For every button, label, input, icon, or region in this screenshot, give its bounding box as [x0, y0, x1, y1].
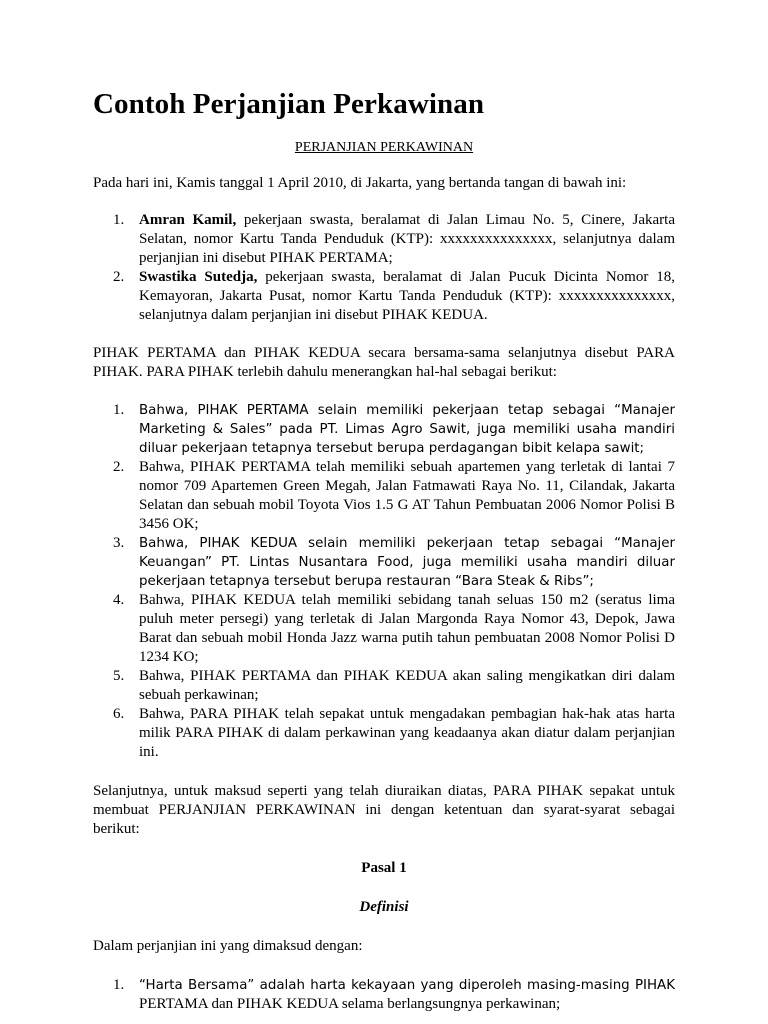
recital-text: Bahwa, PIHAK PERTAMA dan PIHAK KEDUA akan saling mengikatkan diri dalam sebuah perkawinan;	[139, 668, 675, 703]
list-number: 2.	[113, 459, 125, 475]
recital-text: Bahwa, PIHAK PERTAMA selain memiliki pekerjaan tetap sebagai “Manajer Marketing & Sales” pada PT. Limas Agro Sawit, juga memiliki usaha mandiri diluar pekerjaan tetapnya tersebut berupa perdagangan bibit kelapa sawit;	[139, 403, 675, 456]
document-title: Contoh Perjanjian Perkawinan	[93, 88, 485, 120]
list-item	[93, 976, 675, 1014]
recital-text: Bahwa, PIHAK PERTAMA telah memiliki sebuah apartemen yang terletak di lantai 7 nomor 709 Apartemen Green Megah, Jalan Fatmawati Raya No. 11, Cilandak, Jakarta Selatan dan sebuah mobil Toyota Vios 1.5 G AT Tahun Pembuatan 2006 Nomor Polisi B 3456 OK;	[139, 459, 675, 532]
party-name: Amran Kamil,	[139, 212, 237, 228]
party-description: pekerjaan swasta, beralamat di Jalan Pucuk Dicinta Nomor 18, Kemayoran, Jakarta Pusat, nomor Kartu Tanda Penduduk (KTP): xxxxxxxxxxxxxxx, selanjutnya dalam perjanjian ini disebut PIHAK KEDUA.	[139, 269, 675, 323]
list-item	[93, 667, 675, 705]
list-number: 1.	[113, 212, 125, 228]
list-number: 6.	[113, 706, 125, 722]
list-number: 3.	[113, 535, 125, 551]
list-item	[93, 401, 675, 458]
intro-paragraph: Pada hari ini, Kamis tanggal 1 April 2010, di Jakarta, yang bertanda tangan di bawah ini:	[93, 175, 627, 191]
agreement-heading: PERJANJIAN PERKAWINAN	[294, 140, 474, 155]
recital-text: Bahwa, PIHAK KEDUA telah memiliki sebidang tanah seluas 150 m2 (seratus lima puluh meter persegi) yang terletak di Jalan Margonda Raya Nomor 43, Depok, Jawa Barat dan sebuah mobil Honda Jazz warna putih tahun pembuatan 2008 Nomor Polisi D 1234 KO;	[139, 592, 675, 665]
definition-intro: Dalam perjanjian ini yang dimaksud dengan:	[93, 938, 363, 954]
list-number: 2.	[113, 269, 125, 285]
party-name: Swastika Sutedja,	[139, 269, 258, 285]
list-number: 5.	[113, 668, 125, 684]
recital-text: Bahwa, PIHAK KEDUA selain memiliki pekerjaan tetap sebagai “Manajer Keuangan” PT. Lintas Nusantara Food, juga memiliki usaha mandiri diluar pekerjaan tetapnya tersebut berupa restauran “Bara Steak & Ribs”;	[139, 536, 675, 589]
list-item	[93, 211, 675, 268]
document-page	[93, 0, 675, 1014]
parties-list	[93, 211, 675, 325]
article-heading: Pasal 1	[361, 860, 407, 876]
party-description: pekerjaan swasta, beralamat di Jalan Limau No. 5, Cinere, Jakarta Selatan, nomor Kartu Tanda Penduduk (KTP): xxxxxxxxxxxxxxx, selanjutnya dalam perjanjian ini disebut PIHAK PERTAMA;	[139, 212, 675, 266]
agreement-paragraph: Selanjutnya, untuk maksud seperti yang telah diuraikan diatas, PARA PIHAK sepakat untuk membuat PERJANJIAN PERKAWINAN ini dengan ketentuan dan syarat-syarat sebagai berikut:	[93, 783, 675, 837]
list-item	[93, 458, 675, 534]
list-number: 1.	[113, 402, 125, 418]
list-number: 1.	[113, 977, 125, 993]
definition-text: “Harta Bersama” adalah harta kekayaan yang diperoleh masing-masing PIHAK	[139, 978, 675, 993]
list-number: 4.	[113, 592, 125, 608]
recital-text: Bahwa, PARA PIHAK telah sepakat untuk mengadakan pembagian hak-hak atas harta milik PARA PIHAK di dalam perkawinan yang keadaanya akan diatur dalam perjanjian ini.	[139, 706, 675, 760]
article-title: Definisi	[359, 899, 409, 915]
definition-text-rest: PERTAMA dan PIHAK KEDUA selama berlangsungnya perkawinan;	[139, 996, 561, 1012]
list-item	[93, 705, 675, 762]
recitals-list	[93, 401, 675, 762]
list-item	[93, 534, 675, 591]
list-item	[93, 268, 675, 325]
definitions-list	[93, 976, 675, 1014]
list-item	[93, 591, 675, 667]
parties-paragraph: PIHAK PERTAMA dan PIHAK KEDUA secara bersama-sama selanjutnya disebut PARA PIHAK. PARA PIHAK terlebih dahulu menerangkan hal-hal sebagai berikut:	[93, 345, 675, 380]
